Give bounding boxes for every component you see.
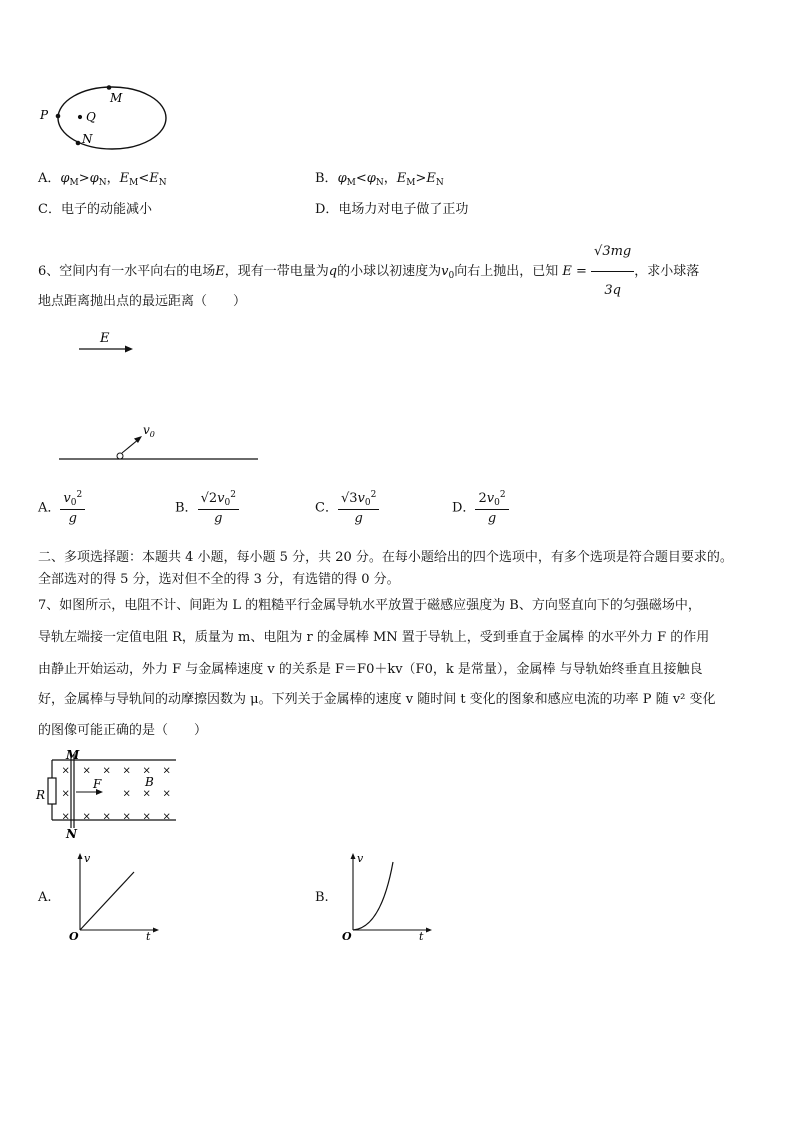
- q5-option-b[interactable]: B．$\varphi_M<\varphi_N$，$E_M>E_N$: [315, 171, 444, 188]
- q6-option-b[interactable]: B． $\frac{√2v_0^2}{g}$: [175, 490, 239, 526]
- q7-graph-b-letter[interactable]: B.: [315, 890, 329, 905]
- q7-line3: 由静止开始运动，外力 F 与金属棒速度 v 的关系是 F＝F0＋kv（F0，k 是常量），金属棒 与导轨始终垂直且接触良: [38, 662, 703, 677]
- label-p: P: [40, 108, 49, 122]
- axis-x-label: t: [146, 930, 151, 942]
- q5-ellipse-figure: [36, 80, 171, 155]
- field-cross: ×: [162, 788, 171, 800]
- axis-x-head: [153, 928, 159, 933]
- q7-graph-b: [337, 850, 437, 942]
- q6-figure: [55, 325, 265, 465]
- field-cross: ×: [162, 811, 171, 823]
- q7-graph-a: [64, 850, 164, 942]
- field-cross: ×: [122, 765, 131, 777]
- label-q: Q: [86, 110, 96, 124]
- velocity-label: $v_0$: [143, 423, 155, 439]
- q6-option-c[interactable]: C． $\frac{√3v_0^2}{g}$: [315, 490, 379, 526]
- label-n: N: [82, 132, 93, 146]
- field-cross: ×: [142, 788, 151, 800]
- label-m: M: [66, 748, 80, 762]
- q7-line4: 好，金属棒与导轨间的动摩擦因数为 μ。下列关于金属棒的速度 v 随时间 t 变化的图象和感应电流的功率 P 随 v² 变化: [38, 692, 716, 707]
- linear-curve: [80, 872, 134, 930]
- resistor-r: [48, 778, 56, 804]
- q6-stem-line1: 6、空间内有一水平向右的电场E，现有一带电量为q的小球以初速度为$v_0$向右上抛出，已知 E = $\frac{√3mg}{3q}$ ，求小球落: [38, 234, 699, 309]
- label-b: B: [145, 775, 154, 789]
- q6-option-a[interactable]: A． $\frac{v_0^2}{g}$: [38, 490, 85, 526]
- q7-rail-figure: [34, 748, 179, 840]
- q5-option-a[interactable]: A．$\varphi_M>\varphi_N$，$E_M<E_N$: [38, 171, 167, 188]
- q7-line2: 导轨左端接一定值电阻 R，质量为 m、电阻为 r 的金属棒 MN 置于导轨上，受到垂直于金属棒 的水平外力 F 的作用: [38, 630, 710, 645]
- q7-graph-a-letter[interactable]: A.: [38, 890, 52, 905]
- field-cross: ×: [61, 811, 70, 823]
- field-cross: ×: [82, 811, 91, 823]
- origin-label: O: [342, 930, 352, 942]
- field-cross: ×: [122, 811, 131, 823]
- origin-label: O: [69, 930, 79, 942]
- point-n: [76, 141, 81, 146]
- axis-y-head: [351, 853, 356, 859]
- field-cross: ×: [102, 811, 111, 823]
- field-label-e: E: [100, 331, 110, 346]
- ball: [117, 453, 123, 459]
- label-m: M: [110, 91, 123, 105]
- point-p: [56, 114, 61, 119]
- label-n: N: [66, 827, 77, 840]
- field-cross: ×: [162, 765, 171, 777]
- field-cross: ×: [122, 788, 131, 800]
- q6-option-d[interactable]: D． $\frac{2v_0^2}{g}$: [452, 490, 509, 526]
- field-cross: ×: [102, 765, 111, 777]
- field-cross: ×: [82, 765, 91, 777]
- point-q: [78, 115, 82, 119]
- label-f: F: [93, 777, 102, 791]
- field-arrow-head: [125, 346, 133, 353]
- label-r: R: [36, 788, 46, 802]
- q5-option-c[interactable]: C．电子的动能减小: [38, 202, 152, 217]
- axis-x-label: t: [419, 930, 424, 942]
- section2-line1: 二、多项选择题：本题共 4 小题，每小题 5 分，共 20 分。在每小题给出的四个选项中，有多个选项是符合题目要求的。: [38, 550, 733, 565]
- axis-y-label: v: [357, 852, 364, 865]
- field-cross: ×: [61, 765, 70, 777]
- point-m: [107, 85, 112, 90]
- q6-formula: E = $\frac{√3mg}{3q}$: [562, 264, 634, 279]
- section2-line2: 全部选对的得 5 分，选对但不全的得 3 分，有选错的得 0 分。: [38, 572, 400, 587]
- q7-line1: 7、如图所示，电阻不计、间距为 L 的粗糙平行金属导轨水平放置于磁感应强度为 B、方向竖直向下的匀强磁场中，: [38, 598, 701, 613]
- axis-y-label: v: [84, 852, 91, 865]
- concave-curve: [353, 862, 393, 930]
- q5-option-d[interactable]: D．电场力对电子做了正功: [315, 202, 469, 217]
- axis-y-head: [78, 853, 83, 859]
- field-cross: ×: [61, 788, 70, 800]
- q7-line5: 的图像可能正确的是（ ）: [38, 723, 208, 738]
- axis-x-head: [426, 928, 432, 933]
- field-cross: ×: [142, 811, 151, 823]
- q6-stem-line2: 地点距离抛出点的最远距离（ ）: [38, 294, 247, 309]
- field-cross: ×: [142, 765, 151, 777]
